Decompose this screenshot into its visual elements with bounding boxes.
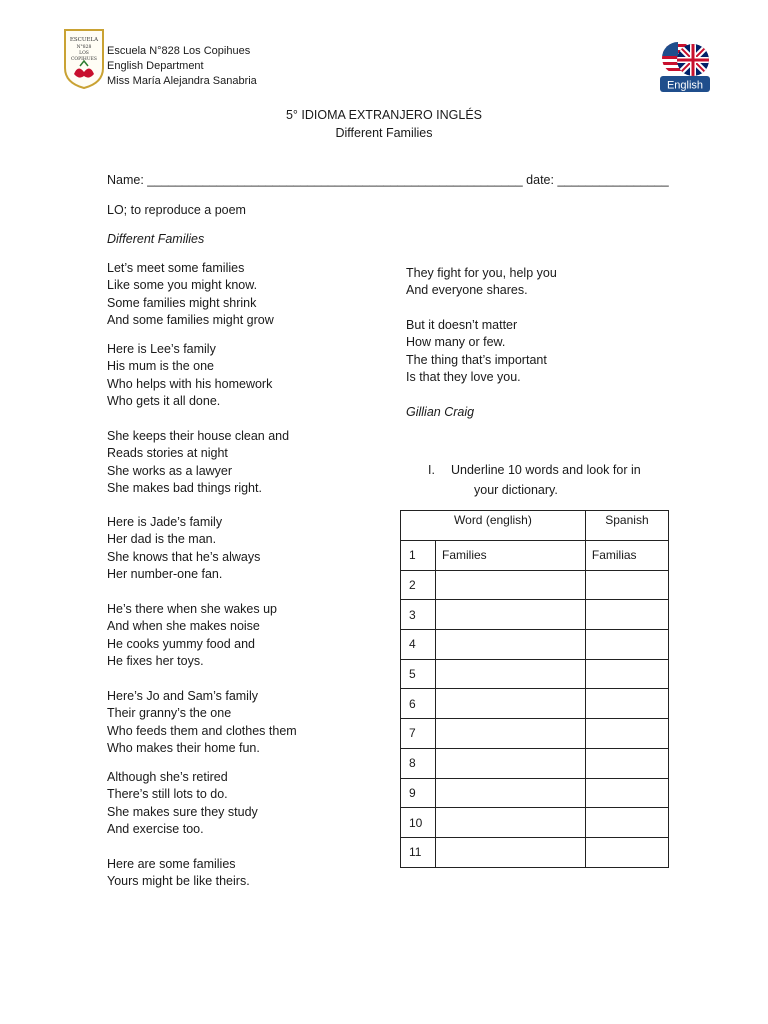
poem-line: And some families might grow xyxy=(107,313,274,328)
spanish-cell[interactable] xyxy=(585,600,668,630)
spanish-cell[interactable] xyxy=(585,808,668,838)
poem-line: He’s there when she wakes up xyxy=(107,602,278,616)
task-numeral: I. xyxy=(428,463,435,477)
poem-line: Yours might be like theirs. xyxy=(107,874,250,889)
poem-line: Who helps with his homework xyxy=(107,376,273,391)
poem-line: Here is Lee’s family xyxy=(107,342,216,356)
poem-stanza-2 xyxy=(107,341,272,411)
row-number: 5 xyxy=(401,659,436,689)
poem-line: Is that they love you. xyxy=(406,370,521,385)
word-cell[interactable] xyxy=(436,689,586,719)
row-number: 4 xyxy=(401,630,436,660)
word-cell[interactable] xyxy=(436,808,586,838)
table-row xyxy=(401,570,669,600)
word-cell[interactable] xyxy=(436,778,586,808)
logo-text-4: COPIHUES xyxy=(70,57,98,62)
poem-line: Who makes their home fun. xyxy=(107,741,260,756)
school-info xyxy=(107,44,257,89)
poem-line: Their granny’s the one xyxy=(107,706,232,721)
row-number: 1 xyxy=(401,541,436,571)
row-number: 3 xyxy=(401,600,436,630)
task-instruction-line2: your dictionary. xyxy=(474,483,558,497)
spanish-cell[interactable] xyxy=(585,837,668,867)
poem-author: Gillian Craig xyxy=(406,405,475,419)
poem-line: Like some you might know. xyxy=(107,278,258,293)
poem-line: Reads stories at night xyxy=(107,446,228,461)
poem-stanza-4 xyxy=(107,514,260,584)
table-row xyxy=(401,719,669,749)
poem-line: And when she makes noise xyxy=(107,619,260,634)
poem-line: She knows that he’s always xyxy=(107,549,261,564)
poem-line: She works as a lawyer xyxy=(107,463,233,478)
word-cell[interactable] xyxy=(436,837,586,867)
department: English Department xyxy=(107,60,204,72)
poem-stanza-3 xyxy=(107,428,289,498)
poem-stanza-9 xyxy=(406,265,557,300)
spanish-cell[interactable] xyxy=(585,689,668,719)
poem-line: Let’s meet some families xyxy=(107,261,245,275)
worksheet-subtitle: Different Families xyxy=(335,126,433,140)
english-badge-label: English xyxy=(666,79,704,92)
poem-line: Her dad is the man. xyxy=(107,532,217,547)
spanish-cell[interactable] xyxy=(585,630,668,660)
logo-text-1: ESCUELA xyxy=(69,37,99,43)
poem-line: Some families might shrink xyxy=(107,295,257,310)
teacher-name: Miss María Alejandra Sanabria xyxy=(107,75,257,87)
poem-line: Who gets it all done. xyxy=(107,394,221,409)
table-row xyxy=(401,837,669,867)
poem-line: She makes sure they study xyxy=(107,804,258,819)
poem-line: She makes bad things right. xyxy=(107,481,262,496)
worksheet-title: 5° IDIOMA EXTRANJERO INGLÉS xyxy=(285,108,482,122)
row-number: 2 xyxy=(401,570,436,600)
poem-line: But it doesn’t matter xyxy=(406,318,518,332)
logo-text-3: LOS xyxy=(79,51,89,56)
poem-line: Although she’s retired xyxy=(107,770,228,784)
logo-text-2: N°828 xyxy=(76,45,92,50)
spanish-cell[interactable] xyxy=(585,748,668,778)
poem-stanza-5 xyxy=(107,601,277,671)
poem-stanza-6 xyxy=(107,688,297,758)
poem-line: Her number-one fan. xyxy=(107,567,223,582)
spanish-cell[interactable] xyxy=(585,570,668,600)
vocabulary-table xyxy=(400,510,669,868)
word-cell[interactable] xyxy=(436,630,586,660)
header-word-english: Word (english) xyxy=(401,511,586,541)
word-cell[interactable] xyxy=(436,719,586,749)
school-logo xyxy=(62,28,106,90)
poem-line: Here are some families xyxy=(107,857,236,871)
poem-title: Different Families xyxy=(107,232,205,246)
row-number: 6 xyxy=(401,689,436,719)
poem-line: He cooks yummy food and xyxy=(107,636,255,651)
poem-line: Who feeds them and clothes them xyxy=(107,723,297,738)
poem-line: Here is Jade’s family xyxy=(107,515,223,529)
spanish-cell[interactable]: Familias xyxy=(585,541,668,571)
table-row xyxy=(401,808,669,838)
table-row xyxy=(401,689,669,719)
row-number: 9 xyxy=(401,778,436,808)
school-name: Escuela N°828 Los Copihues xyxy=(107,45,251,57)
poem-line: How many or few. xyxy=(406,335,506,350)
poem-line: The thing that’s important xyxy=(406,352,547,367)
table-row xyxy=(401,541,669,571)
task-instruction-line1: Underline 10 words and look for in xyxy=(451,463,641,477)
poem-line: He fixes her toys. xyxy=(107,654,204,669)
poem-stanza-7 xyxy=(107,769,258,839)
table-row xyxy=(401,778,669,808)
english-flag-badge xyxy=(659,39,711,93)
spanish-cell[interactable] xyxy=(585,778,668,808)
word-cell[interactable] xyxy=(436,659,586,689)
table-row xyxy=(401,600,669,630)
header-spanish: Spanish xyxy=(585,511,668,541)
poem-stanza-1 xyxy=(107,260,274,330)
table-header-row xyxy=(401,511,669,541)
poem-line: And exercise too. xyxy=(107,822,204,837)
word-cell[interactable]: Families xyxy=(436,541,586,571)
table-row xyxy=(401,659,669,689)
row-number: 10 xyxy=(401,808,436,838)
spanish-cell[interactable] xyxy=(585,659,668,689)
poem-line: She keeps their house clean and xyxy=(107,429,290,443)
row-number: 8 xyxy=(401,748,436,778)
row-number: 11 xyxy=(401,837,436,867)
name-date-line: Name: ______________________________________________________ date: ________________ xyxy=(107,173,669,187)
word-cell[interactable] xyxy=(436,600,586,630)
learning-objective: LO; to reproduce a poem xyxy=(107,203,246,217)
word-cell[interactable] xyxy=(436,570,586,600)
poem-line: They fight for you, help you xyxy=(406,266,557,280)
poem-stanza-8 xyxy=(107,856,250,891)
poem-line: There’s still lots to do. xyxy=(107,787,228,802)
row-number: 7 xyxy=(401,719,436,749)
poem-stanza-10 xyxy=(406,317,547,387)
poem-line: His mum is the one xyxy=(107,359,214,374)
table-row xyxy=(401,630,669,660)
spanish-cell[interactable] xyxy=(585,719,668,749)
word-cell[interactable] xyxy=(436,748,586,778)
table-row xyxy=(401,748,669,778)
poem-line: Here’s Jo and Sam’s family xyxy=(107,689,258,703)
poem-line: And everyone shares. xyxy=(406,283,528,298)
